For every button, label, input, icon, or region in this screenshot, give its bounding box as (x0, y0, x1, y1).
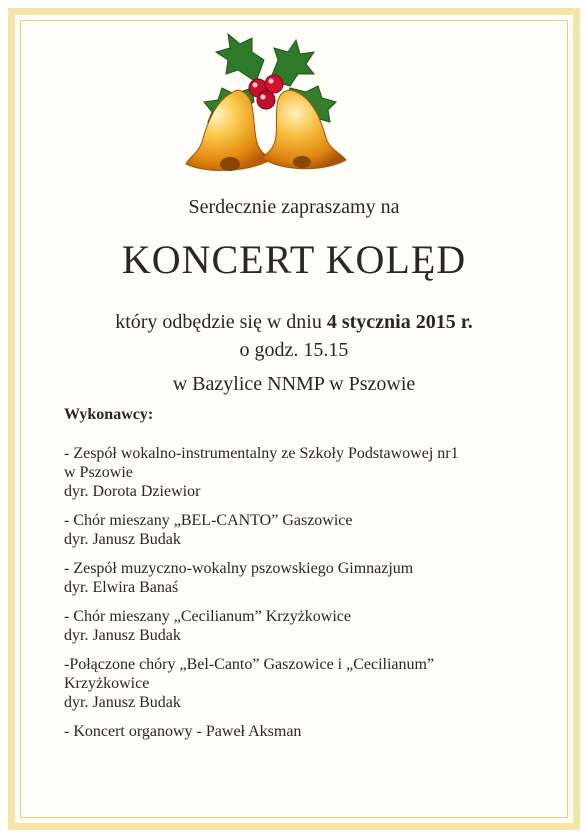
list-item (64, 722, 534, 741)
performer-name-line: w Pszowie (64, 464, 133, 481)
performer-name-line: -Połączone chóry „Bel-Canto” Gaszowice i „Cecilianum” (64, 656, 435, 673)
performer-name-line: Krzyżkowice (64, 675, 150, 692)
performer-director: dyr. Dorota Dziewior (64, 483, 201, 500)
performer-name-line: - Zespół wokalno-instrumentalny ze Szkoły Podstawowej nr1 (64, 445, 459, 462)
list-item (64, 559, 534, 597)
performer-name-line: - Zespół muzyczno-wokalny pszowskiego Gimnazjum (64, 560, 414, 577)
list-item (64, 655, 534, 712)
performer-name-line: - Chór mieszany „Cecilianum” Krzyżkowice (64, 608, 351, 625)
performer-director: dyr. Elwira Banaś (64, 579, 179, 596)
performer-director: dyr. Janusz Budak (64, 694, 181, 711)
event-date: 4 stycznia 2015 r. (326, 311, 473, 333)
performers-list (64, 444, 534, 741)
performers-heading: Wykonawcy: (64, 406, 154, 423)
performer-name-line: - Chór mieszany „BEL-CANTO” Gaszowice (64, 512, 353, 529)
performers-section (64, 405, 534, 751)
event-date-prefix: który odbędzie się w dniu (115, 311, 322, 333)
invitation-text: Serdecznie zapraszamy na (188, 196, 400, 218)
list-item (64, 607, 534, 645)
event-hour: o godz. 15.15 (239, 339, 349, 361)
performer-director: dyr. Janusz Budak (64, 531, 181, 548)
christmas-bells-icon (178, 30, 358, 180)
list-item (64, 444, 534, 501)
event-venue: w Bazylice NNMP w Pszowie (172, 373, 416, 395)
performer-director: dyr. Janusz Budak (64, 627, 181, 644)
performer-name-line: - Koncert organowy - Paweł Aksman (64, 723, 302, 740)
list-item (64, 511, 534, 549)
event-date-line (0, 311, 588, 334)
page-title: KONCERT KOLĘD (121, 237, 467, 282)
